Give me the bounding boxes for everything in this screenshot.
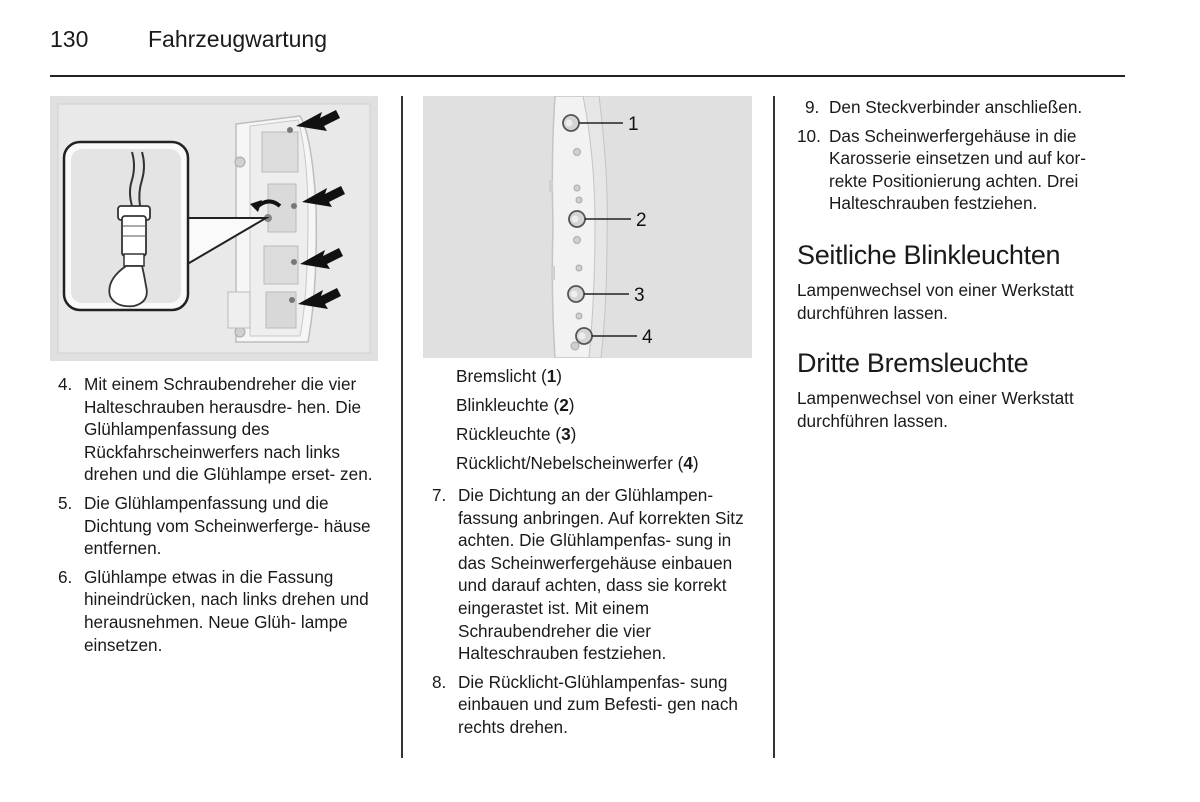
legend-number: 2 (559, 395, 569, 415)
step-number: 7. (432, 485, 447, 505)
steps-list-col1 (58, 373, 376, 662)
page-number: 130 (50, 26, 89, 52)
step-item (58, 492, 376, 560)
step-item (58, 373, 376, 486)
legend-number: 3 (561, 424, 571, 444)
step-text: Die Glühlampenfassung und die Dichtung vom Scheinwerferge- häuse entfernen. (84, 492, 371, 559)
step-number: 8. (432, 671, 447, 692)
step-number: 4. (58, 374, 73, 394)
section-title: Fahrzeugwartung (148, 26, 327, 52)
callout-1: 1 (628, 114, 639, 135)
legend-item: Rücklicht/Nebelscheinwerfer (4) (456, 453, 699, 473)
paragraph-third-brake-light: Lampenwechsel von einer Werkstatt durchführen lassen. (797, 388, 1074, 431)
step-item (432, 671, 754, 739)
paragraph-side-indicators: Lampenwechsel von einer Werkstatt durchführen lassen. (797, 280, 1074, 323)
steps-list-col3 (797, 96, 1127, 221)
reversing-lamp-drawing (50, 96, 378, 361)
legend-label: Rückleuchte (456, 424, 551, 444)
rear-lamp-cluster-drawing (423, 96, 752, 358)
step-number: 6. (58, 566, 73, 587)
column-divider (773, 96, 775, 758)
callout-4: 4 (642, 327, 653, 348)
step-number: 9. (805, 97, 820, 117)
step-number: 5. (58, 492, 73, 513)
column-divider (401, 96, 403, 758)
step-item (432, 484, 754, 665)
legend-label: Blinkleuchte (456, 395, 549, 415)
figure-legend (456, 364, 699, 480)
legend-item: Blinkleuchte (2) (456, 395, 575, 415)
steps-list-col2 (432, 484, 754, 745)
callout-2: 2 (636, 210, 647, 231)
step-text: Glühlampe etwas in die Fassung hineindrücken, nach links drehen und herausnehmen. Neue Glüh- lampe einsetzen. (84, 566, 369, 655)
step-number: 10. (797, 125, 821, 146)
legend-item: Rückleuchte (3) (456, 424, 577, 444)
step-item (797, 125, 1127, 215)
legend-number: 1 (546, 366, 557, 386)
step-text: Das Scheinwerfergehäuse in die Karosserie einsetzen und auf kor- rekte Positionierung achten. Drei Halteschrauben festziehen. (829, 125, 1086, 214)
header-rule (50, 75, 1125, 77)
rear-lamp-cluster-illustration (423, 96, 752, 358)
legend-label: Bremslicht (456, 366, 537, 386)
step-text: Die Rücklicht-Glühlampenfas- sung einbauen und zum Befesti- gen nach rechts drehen. (458, 671, 738, 737)
step-text: Mit einem Schraubendreher die vier Halteschrauben herausdre- hen. Die Glühlampenfassung des Rückfahrscheinwerfers nach links drehen und die Glühlampe erset- zen. (84, 374, 373, 485)
heading-side-indicators: Seitliche Blinkleuchten (797, 240, 1061, 270)
step-text: Die Dichtung an der Glühlampen- fassung anbringen. Auf korrekten Sitz achten. Die Glühlampenfas- sung in das Scheinwerfergehäuse einbauen und darauf achten, dass sie korrekt eingerastet ist. Mit einem Schraubendreher die vier Halteschrauben festziehen. (458, 485, 744, 664)
callout-3: 3 (634, 285, 645, 306)
legend-item: Bremslicht (1) (456, 366, 563, 386)
step-item (58, 566, 376, 656)
legend-label: Rücklicht/Nebelscheinwerfer (456, 453, 673, 473)
heading-third-brake-light: Dritte Bremsleuchte (797, 348, 1029, 378)
reversing-lamp-illustration (50, 96, 378, 361)
step-item (797, 96, 1127, 119)
legend-number: 4 (683, 453, 693, 473)
step-text: Den Steckverbinder anschließen. (829, 97, 1083, 117)
